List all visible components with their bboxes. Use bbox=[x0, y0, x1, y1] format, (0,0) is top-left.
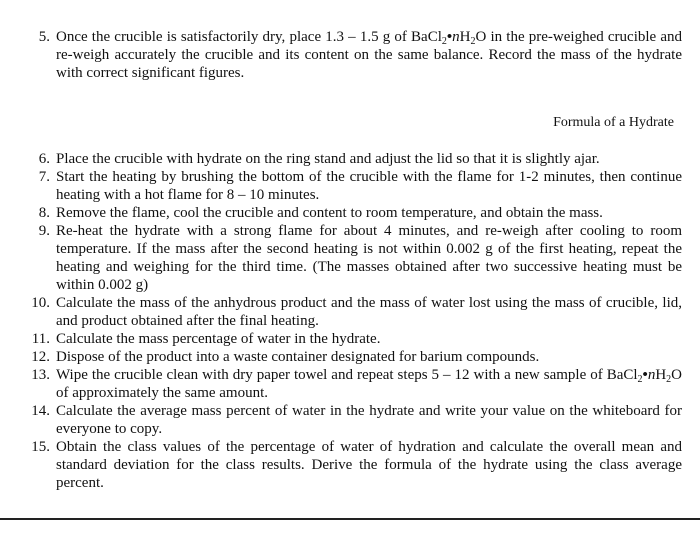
step-number: 11. bbox=[31, 331, 50, 347]
step-text: Start the heating by brushing the bottom of the crucible with the flame for 1-2 minutes, then continue heating with a hot flame for 8 – 10 minutes. bbox=[56, 169, 682, 203]
step-number: 6. bbox=[38, 151, 50, 167]
step-number: 15. bbox=[31, 439, 50, 455]
step-14 bbox=[10, 402, 682, 438]
step-text: Once the crucible is satisfactorily dry, place 1.3 – 1.5 g of $BaCl_2•nH_2O$ in the pre-weighed crucible and re-weigh accurately the crucible and its content on the same balance. Record the mass of the hydrate with correct significant figures. bbox=[56, 29, 683, 81]
step-5 bbox=[10, 28, 682, 82]
step-text: Obtain the class values of the percentage of water of hydration and calculate the overall mean and standard deviation for the class results. Derive the formula of the hydrate using the class average percent. bbox=[56, 439, 682, 491]
step-text: Dispose of the product into a waste container designated for barium compounds. bbox=[56, 349, 540, 365]
step-number: 7. bbox=[38, 169, 50, 185]
step-text: Calculate the average mass percent of water in the hydrate and write your value on the whiteboard for everyone to copy. bbox=[56, 403, 682, 437]
step-number: 14. bbox=[31, 403, 50, 419]
step-11 bbox=[10, 330, 682, 348]
step-text: Calculate the mass percentage of water in the hydrate. bbox=[56, 331, 381, 347]
step-number: 10. bbox=[31, 295, 50, 311]
step-6 bbox=[10, 150, 682, 168]
step-number: 12. bbox=[31, 349, 50, 365]
step-10 bbox=[10, 294, 682, 330]
step-number: 9. bbox=[38, 223, 50, 239]
step-text: Calculate the mass of the anhydrous product and the mass of water lost using the mass of crucible, lid, and product obtained after the final heating. bbox=[56, 295, 682, 329]
step-text: Place the crucible with hydrate on the ring stand and adjust the lid so that it is slightly ajar. bbox=[56, 151, 600, 167]
step-text: Remove the flame, cool the crucible and content to room temperature, and obtain the mass. bbox=[56, 205, 603, 221]
step-8 bbox=[10, 204, 682, 222]
step-13 bbox=[10, 366, 682, 402]
procedure-list-top bbox=[10, 28, 682, 82]
section-title: Formula of a Hydrate bbox=[553, 115, 674, 130]
step-text: Wipe the crucible clean with dry paper towel and repeat steps 5 – 12 with a new sample of $BaCl_2•nH_2O$ of approximately the same amount. bbox=[56, 367, 682, 401]
step-number: 5. bbox=[38, 29, 50, 45]
bottom-rule bbox=[0, 518, 700, 520]
step-15 bbox=[10, 438, 682, 492]
step-text: Re-heat the hydrate with a strong flame for about 4 minutes, and re-weigh after cooling to room temperature. If the mass after the second heating is not within 0.002 g of the first heating, repeat the heating and weighing for the third time. (The masses obtained after two successive heating must be within 0.002 g) bbox=[56, 223, 682, 293]
step-12 bbox=[10, 348, 682, 366]
step-number: 8. bbox=[38, 205, 50, 221]
step-7 bbox=[10, 168, 682, 204]
procedure-list-main bbox=[10, 150, 682, 492]
step-9 bbox=[10, 222, 682, 294]
step-number: 13. bbox=[31, 367, 50, 383]
